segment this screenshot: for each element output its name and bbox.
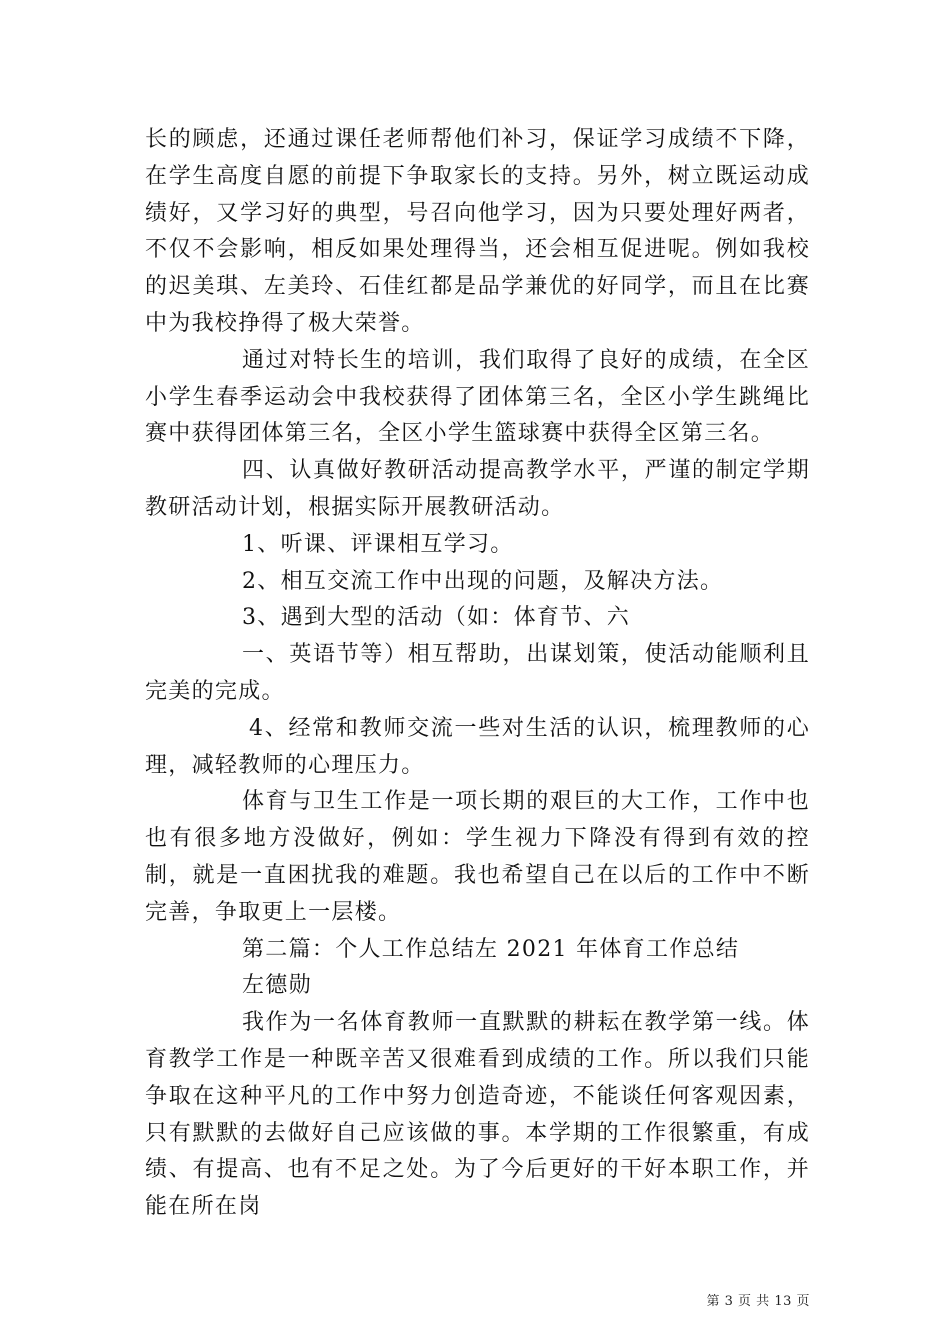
list-item-1: 1、听课、评课相互学习。 bbox=[242, 531, 514, 557]
section-heading: 第二篇：个人工作总结左 2021 年体育工作总结 bbox=[242, 936, 740, 962]
page-number-footer: 第 3 页 共 13 页 bbox=[706, 1294, 810, 1309]
document-body bbox=[145, 122, 810, 1226]
paragraph-training-results: 通过对特长生的培训，我们取得了良好的成绩，在全区小学生春季运动会中我校获得了团体第三名，全区小学生跳绳比赛中获得团体第三名，全区小学生篮球赛中获得全区第三名。 bbox=[145, 347, 810, 447]
paragraph-section-four: 四、认真做好教研活动提高教学水平，严谨的制定学期教研活动计划，根据实际开展教研活动。 bbox=[145, 458, 810, 520]
author-name: 左德勋 bbox=[242, 973, 312, 999]
list-item-3: 3、遇到大型的活动（如：体育节、六 bbox=[242, 605, 631, 631]
list-item-3-continued: 一、英语节等）相互帮助，出谋划策，使活动能顺利且完美的完成。 bbox=[145, 642, 810, 704]
list-item-2: 2、相互交流工作中出现的问题，及解决方法。 bbox=[242, 568, 724, 594]
list-item-4: 4、经常和教师交流一些对生活的认识，梳理教师的心理，减轻教师的心理压力。 bbox=[145, 715, 810, 778]
paragraph-continuation: 长的顾虑，还通过课任老师帮他们补习，保证学习成绩不下降，在学生高度自愿的前提下争取家长的支持。另外，树立既运动成绩好，又学习好的典型，号召向他学习，因为只要处理好两者，不仅不会影响，相反如果处理得当，还会相互促进呢。例如我校的迟美琪、左美玲、石佳红都是品学兼优的好同学，而且在比赛中为我校挣得了极大荣誉。 bbox=[145, 127, 810, 336]
paragraph-conclusion: 体育与卫生工作是一项长期的艰巨的大工作，工作中也也有很多地方没做好，例如：学生视力下降没有得到有效的控制，就是一直困扰我的难题。我也希望自己在以后的工作中不断完善，争取更上一层楼。 bbox=[145, 789, 810, 925]
paragraph-introduction: 我作为一名体育教师一直默默的耕耘在教学第一线。体育教学工作是一种既辛苦又很难看到成绩的工作。所以我们只能争取在这种平凡的工作中努力创造奇迹，不能谈任何客观因素，只有默默的去做好自己应该做的事。本学期的工作很繁重，有成绩、有提高、也有不足之处。为了今后更好的干好本职工作，并能在所在岗 bbox=[145, 1010, 810, 1220]
